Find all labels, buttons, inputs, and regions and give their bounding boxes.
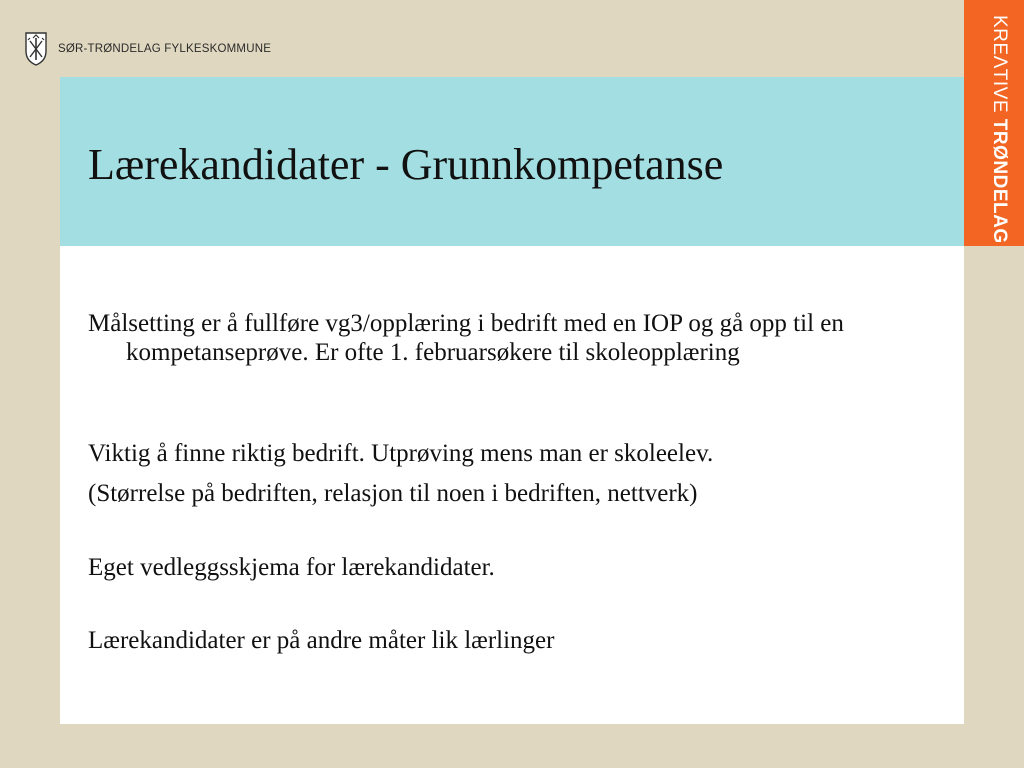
content-area xyxy=(60,246,964,724)
brand-tab-bold: TRØNDELAG xyxy=(989,118,1010,244)
paragraph-attachment-form: Eget vedleggsskjema for lærekandidater. xyxy=(88,554,495,581)
title-band xyxy=(60,77,964,246)
brand-tab-text xyxy=(980,15,1010,244)
brand-tab-light: KREΛTIVE xyxy=(989,15,1010,119)
paragraph-company-factors: (Størrelse på bedriften, relasjon til noen i bedriften, nettverk) xyxy=(88,480,698,507)
county-logo xyxy=(24,31,271,67)
paragraph-apprentice-similarity: Lærekandidater er på andre måter lik lærlinger xyxy=(88,627,555,654)
slide-title: Lærekandidater - Grunnkompetanse xyxy=(88,140,724,189)
county-crest-icon xyxy=(24,31,48,67)
county-name: SØR-TRØNDELAG FYLKESKOMMUNE xyxy=(58,43,272,55)
paragraph-goal: Målsetting er å fullføre vg3/opplæring i bedrift med en IOP og gå opp til en kompetanseprøve. Er ofte 1. februarsøkere til skoleopplæring xyxy=(88,310,844,366)
paragraph-right-company: Viktig å finne riktig bedrift. Utprøving mens man er skoleelev. xyxy=(88,440,714,467)
